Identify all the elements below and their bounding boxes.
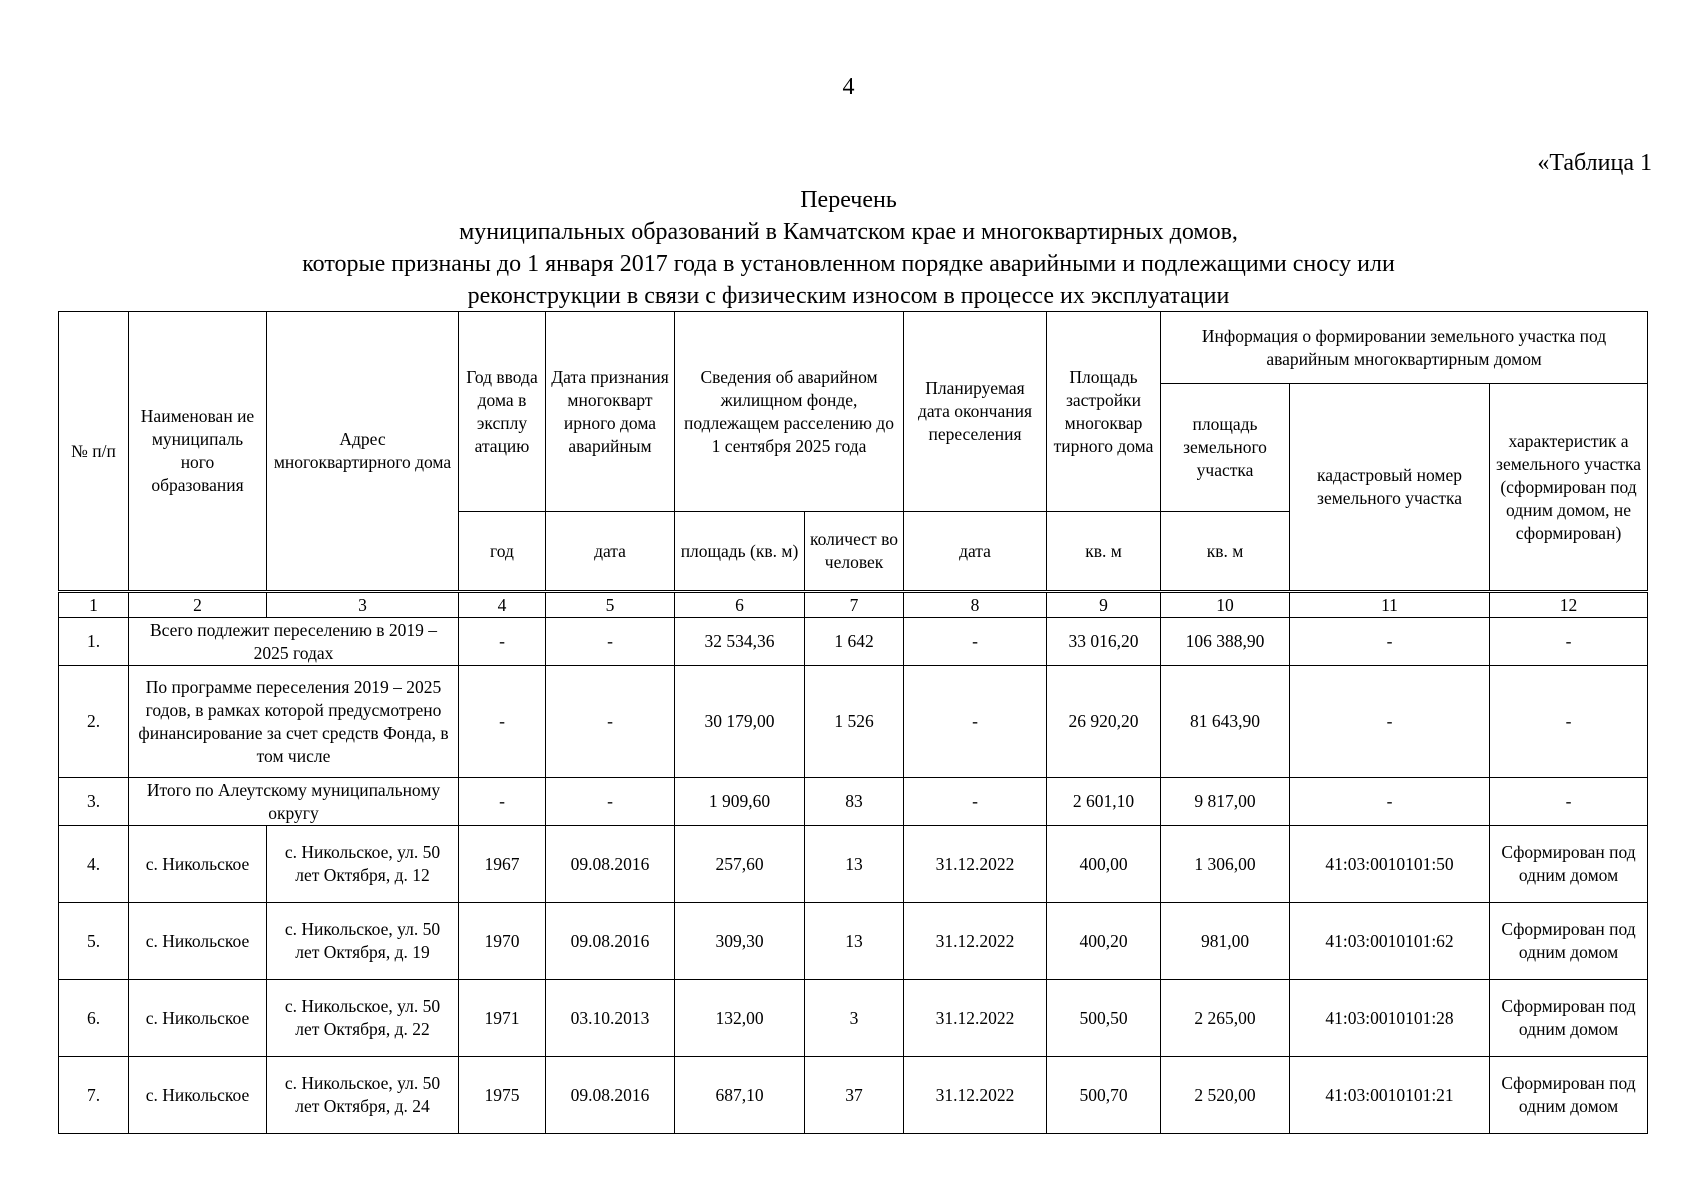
unit-cell: кв. м bbox=[1047, 512, 1161, 592]
table-cell: 03.10.2013 bbox=[546, 980, 675, 1057]
column-number: 3 bbox=[267, 592, 459, 618]
unit-cell: дата bbox=[904, 512, 1047, 592]
table-cell: 981,00 bbox=[1161, 903, 1290, 980]
address-cell: с. Никольское, ул. 50 лет Октября, д. 24 bbox=[267, 1057, 459, 1134]
table-cell: 1 526 bbox=[805, 666, 904, 778]
header-row bbox=[59, 312, 1648, 384]
character-cell: Сформирован под одним домом bbox=[1490, 980, 1648, 1057]
table-cell: 1970 bbox=[459, 903, 546, 980]
row-number: 4. bbox=[59, 826, 129, 903]
house-row bbox=[59, 826, 1648, 903]
unit-cell: количест во человек bbox=[805, 512, 904, 592]
table-cell: 309,30 bbox=[675, 903, 805, 980]
table-cell: 31.12.2022 bbox=[904, 1057, 1047, 1134]
house-row bbox=[59, 903, 1648, 980]
table-cell: - bbox=[1490, 618, 1648, 666]
header-cell: Информация о формировании земельного участка под аварийным многоквартирным домом bbox=[1161, 312, 1648, 384]
header-cell: площадь земельного участка bbox=[1161, 384, 1290, 512]
table-cell: 09.08.2016 bbox=[546, 903, 675, 980]
table-cell: - bbox=[459, 666, 546, 778]
title-line: реконструкции в связи с физическим износом в процессе их эксплуатации bbox=[467, 283, 1230, 309]
table-cell: - bbox=[904, 666, 1047, 778]
table-cell: 31.12.2022 bbox=[904, 826, 1047, 903]
table-cell: - bbox=[904, 778, 1047, 826]
table-cell: 37 bbox=[805, 1057, 904, 1134]
municipality-cell: с. Никольское bbox=[129, 1057, 267, 1134]
row-label: Всего подлежит переселению в 2019 – 2025 годах bbox=[129, 618, 459, 666]
summary-row bbox=[59, 778, 1648, 826]
table-cell: 1 306,00 bbox=[1161, 826, 1290, 903]
row-number: 5. bbox=[59, 903, 129, 980]
table-cell: - bbox=[1490, 778, 1648, 826]
column-number: 9 bbox=[1047, 592, 1161, 618]
character-cell: Сформирован под одним домом bbox=[1490, 903, 1648, 980]
table-cell: 257,60 bbox=[675, 826, 805, 903]
table-cell: - bbox=[1290, 666, 1490, 778]
header-cell: Площадь застройки многоквар тирного дома bbox=[1047, 312, 1161, 512]
row-number: 6. bbox=[59, 980, 129, 1057]
address-cell: с. Никольское, ул. 50 лет Октября, д. 19 bbox=[267, 903, 459, 980]
summary-row bbox=[59, 666, 1648, 778]
header-cell: Планируемая дата окончания переселения bbox=[904, 312, 1047, 512]
table-cell: - bbox=[546, 778, 675, 826]
title-line: Перечень bbox=[800, 187, 897, 213]
table-cell: 09.08.2016 bbox=[546, 826, 675, 903]
table-cell: 30 179,00 bbox=[675, 666, 805, 778]
table-cell: 31.12.2022 bbox=[904, 980, 1047, 1057]
table-label: «Таблица 1 bbox=[1537, 150, 1652, 176]
header-cell: Год ввода дома в эксплу атацию bbox=[459, 312, 546, 512]
table-cell: 13 bbox=[805, 826, 904, 903]
municipality-cell: с. Никольское bbox=[129, 903, 267, 980]
table-cell: 2 520,00 bbox=[1161, 1057, 1290, 1134]
column-number: 4 bbox=[459, 592, 546, 618]
table-cell: 1967 bbox=[459, 826, 546, 903]
column-number: 5 bbox=[546, 592, 675, 618]
table-cell: 1971 bbox=[459, 980, 546, 1057]
header-cell: характеристик а земельного участка (сформирован под одним домом, не сформирован) bbox=[1490, 384, 1648, 592]
row-number: 3. bbox=[59, 778, 129, 826]
header-cell: кадастровый номер земельного участка bbox=[1290, 384, 1490, 592]
table-cell: 1 642 bbox=[805, 618, 904, 666]
table-cell: - bbox=[1290, 778, 1490, 826]
table-cell: 400,20 bbox=[1047, 903, 1161, 980]
house-row bbox=[59, 980, 1648, 1057]
table-cell: 3 bbox=[805, 980, 904, 1057]
character-cell: Сформирован под одним домом bbox=[1490, 826, 1648, 903]
table-cell: 500,50 bbox=[1047, 980, 1161, 1057]
cadastre-cell: 41:03:0010101:28 bbox=[1290, 980, 1490, 1057]
table-cell: 81 643,90 bbox=[1161, 666, 1290, 778]
column-number: 2 bbox=[129, 592, 267, 618]
table-cell: 33 016,20 bbox=[1047, 618, 1161, 666]
column-number-row bbox=[59, 592, 1648, 618]
header-cell: Дата признания многокварт ирного дома аварийным bbox=[546, 312, 675, 512]
table-cell: 1 909,60 bbox=[675, 778, 805, 826]
table-cell: 106 388,90 bbox=[1161, 618, 1290, 666]
table-cell: 32 534,36 bbox=[675, 618, 805, 666]
table-cell: 1975 bbox=[459, 1057, 546, 1134]
table-cell: 687,10 bbox=[675, 1057, 805, 1134]
table-cell: - bbox=[459, 618, 546, 666]
table-cell: 500,70 bbox=[1047, 1057, 1161, 1134]
municipality-cell: с. Никольское bbox=[129, 826, 267, 903]
column-number: 1 bbox=[59, 592, 129, 618]
header-cell: Наименован ие муниципаль ного образования bbox=[129, 312, 267, 592]
table-cell: 400,00 bbox=[1047, 826, 1161, 903]
row-label: Итого по Алеутскому муниципальному округу bbox=[129, 778, 459, 826]
row-number: 2. bbox=[59, 666, 129, 778]
column-number: 6 bbox=[675, 592, 805, 618]
column-number: 8 bbox=[904, 592, 1047, 618]
title-line: которые признаны до 1 января 2017 года в установленном порядке аварийными и подлежащими сносу или bbox=[302, 251, 1395, 277]
header-cell: Адрес многоквартирного дома bbox=[267, 312, 459, 592]
table-cell: 2 601,10 bbox=[1047, 778, 1161, 826]
table-cell: - bbox=[546, 666, 675, 778]
header-cell: № п/п bbox=[59, 312, 129, 592]
unit-cell: площадь (кв. м) bbox=[675, 512, 805, 592]
header-cell: Сведения об аварийном жилищном фонде, подлежащем расселению до 1 сентября 2025 года bbox=[675, 312, 904, 512]
table-cell: 9 817,00 bbox=[1161, 778, 1290, 826]
table-cell: 09.08.2016 bbox=[546, 1057, 675, 1134]
table-cell: - bbox=[1490, 666, 1648, 778]
cadastre-cell: 41:03:0010101:21 bbox=[1290, 1057, 1490, 1134]
column-number: 7 bbox=[805, 592, 904, 618]
column-number: 12 bbox=[1490, 592, 1648, 618]
character-cell: Сформирован под одним домом bbox=[1490, 1057, 1648, 1134]
column-number: 11 bbox=[1290, 592, 1490, 618]
address-cell: с. Никольское, ул. 50 лет Октября, д. 22 bbox=[267, 980, 459, 1057]
unit-cell: дата bbox=[546, 512, 675, 592]
row-number: 1. bbox=[59, 618, 129, 666]
table-cell: 83 bbox=[805, 778, 904, 826]
cadastre-cell: 41:03:0010101:50 bbox=[1290, 826, 1490, 903]
page-number: 4 bbox=[842, 74, 855, 100]
column-number: 10 bbox=[1161, 592, 1290, 618]
table-cell: 132,00 bbox=[675, 980, 805, 1057]
table-cell: 2 265,00 bbox=[1161, 980, 1290, 1057]
title-line: муниципальных образований в Камчатском крае и многоквартирных домов, bbox=[459, 219, 1238, 245]
row-label: По программе переселения 2019 – 2025 годов, в рамках которой предусмотрено финансирование за счет средств Фонда, в том числе bbox=[129, 666, 459, 778]
table-cell: - bbox=[546, 618, 675, 666]
table-cell: 26 920,20 bbox=[1047, 666, 1161, 778]
table-cell: 13 bbox=[805, 903, 904, 980]
row-number: 7. bbox=[59, 1057, 129, 1134]
table-cell: - bbox=[904, 618, 1047, 666]
address-cell: с. Никольское, ул. 50 лет Октября, д. 12 bbox=[267, 826, 459, 903]
house-row bbox=[59, 1057, 1648, 1134]
municipality-cell: с. Никольское bbox=[129, 980, 267, 1057]
resettlement-table bbox=[58, 311, 1648, 1134]
document-title bbox=[0, 184, 1697, 312]
summary-row bbox=[59, 618, 1648, 666]
unit-cell: кв. м bbox=[1161, 512, 1290, 592]
cadastre-cell: 41:03:0010101:62 bbox=[1290, 903, 1490, 980]
unit-cell: год bbox=[459, 512, 546, 592]
table-cell: - bbox=[1290, 618, 1490, 666]
table-cell: 31.12.2022 bbox=[904, 903, 1047, 980]
table-cell: - bbox=[459, 778, 546, 826]
